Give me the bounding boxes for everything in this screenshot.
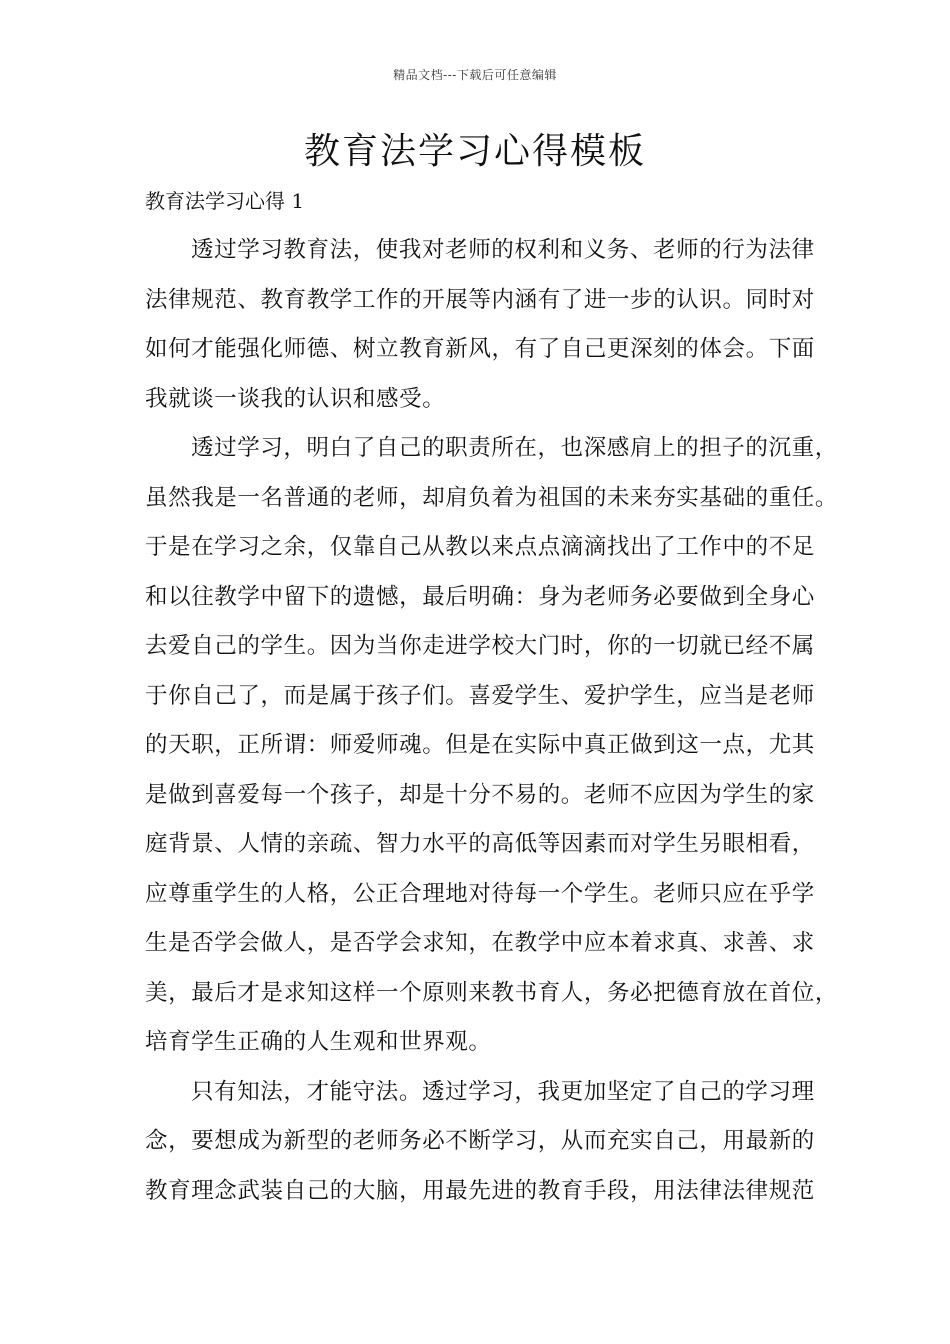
- paragraph-line: 虽然我是一名普通的老师，却肩负着为祖国的未来夯实基础的重任。: [145, 484, 839, 511]
- paragraph-line: 我就谈一谈我的认识和感受。: [145, 385, 446, 412]
- paragraph-line: 的天职，正所谓：师爱师魂。但是在实际中真正做到这一点，尤其: [145, 732, 815, 758]
- paragraph-line: 法律规范、教育教学工作的开展等内涵有了进一步的认识。同时对: [145, 286, 815, 313]
- paragraph-line: 是做到喜爱每一个孩子，却是十分不易的。老师不应因为学生的家: [145, 781, 815, 808]
- paragraph-line: 教育理念武装自己的大脑，用最先进的教育手段，用法律法律规范: [145, 1177, 815, 1204]
- section-subheading: 教育法学习心得 1: [145, 189, 305, 213]
- paragraph-2: [145, 428, 839, 1072]
- paragraph-line: 于你自己了，而是属于孩子们。喜爱学生、爱护学生，应当是老师: [145, 682, 815, 709]
- paragraph-line: 美，最后才是求知这样一个原则来教书育人，务必把德育放在首位，: [145, 979, 839, 1006]
- paragraph-line: 如何才能强化师德、树立教育新风，有了自己更深刻的体会。下面: [145, 336, 815, 362]
- document-title: 教育法学习心得模板: [303, 131, 646, 172]
- paragraph-line: 应尊重学生的人格，公正合理地对待每一个学生。老师只应在乎学: [145, 880, 815, 907]
- document-body: [145, 230, 839, 1220]
- paragraph-line: 于是在学习之余，仅靠自己从教以来点点滴滴找出了工作中的不足: [145, 534, 815, 560]
- paragraph-line: 去爱自己的学生。因为当你走进学校大门时，你的一切就已经不属: [145, 633, 815, 659]
- header-note: 精品文档---下载后可任意编辑: [393, 68, 557, 82]
- paragraph-line: 只有知法，才能守法。透过学习，我更加坚定了自己的学习理: [191, 1078, 815, 1105]
- paragraph-line: 生是否学会做人，是否学会求知，在教学中应本着求真、求善、求: [145, 930, 815, 956]
- paragraph-line: 念，要想成为新型的老师务必不断学习，从而充实自己，用最新的: [145, 1128, 815, 1154]
- paragraph-1: [145, 230, 835, 428]
- paragraph-line: 透过学习教育法，使我对老师的权利和义务、老师的行为法律: [191, 237, 815, 263]
- paragraph-line: 和以往教学中留下的遗憾，最后明确：身为老师务必要做到全身心: [145, 583, 815, 610]
- paragraph-line: 透过学习，明白了自己的职责所在，也深感肩上的担子的沉重，: [191, 435, 838, 461]
- paragraph-line: 培育学生正确的人生观和世界观。: [145, 1029, 492, 1055]
- paragraph-line: 庭背景、人情的亲疏、智力水平的高低等因素而对学生另眼相看，: [145, 831, 815, 857]
- paragraph-3: [145, 1072, 835, 1221]
